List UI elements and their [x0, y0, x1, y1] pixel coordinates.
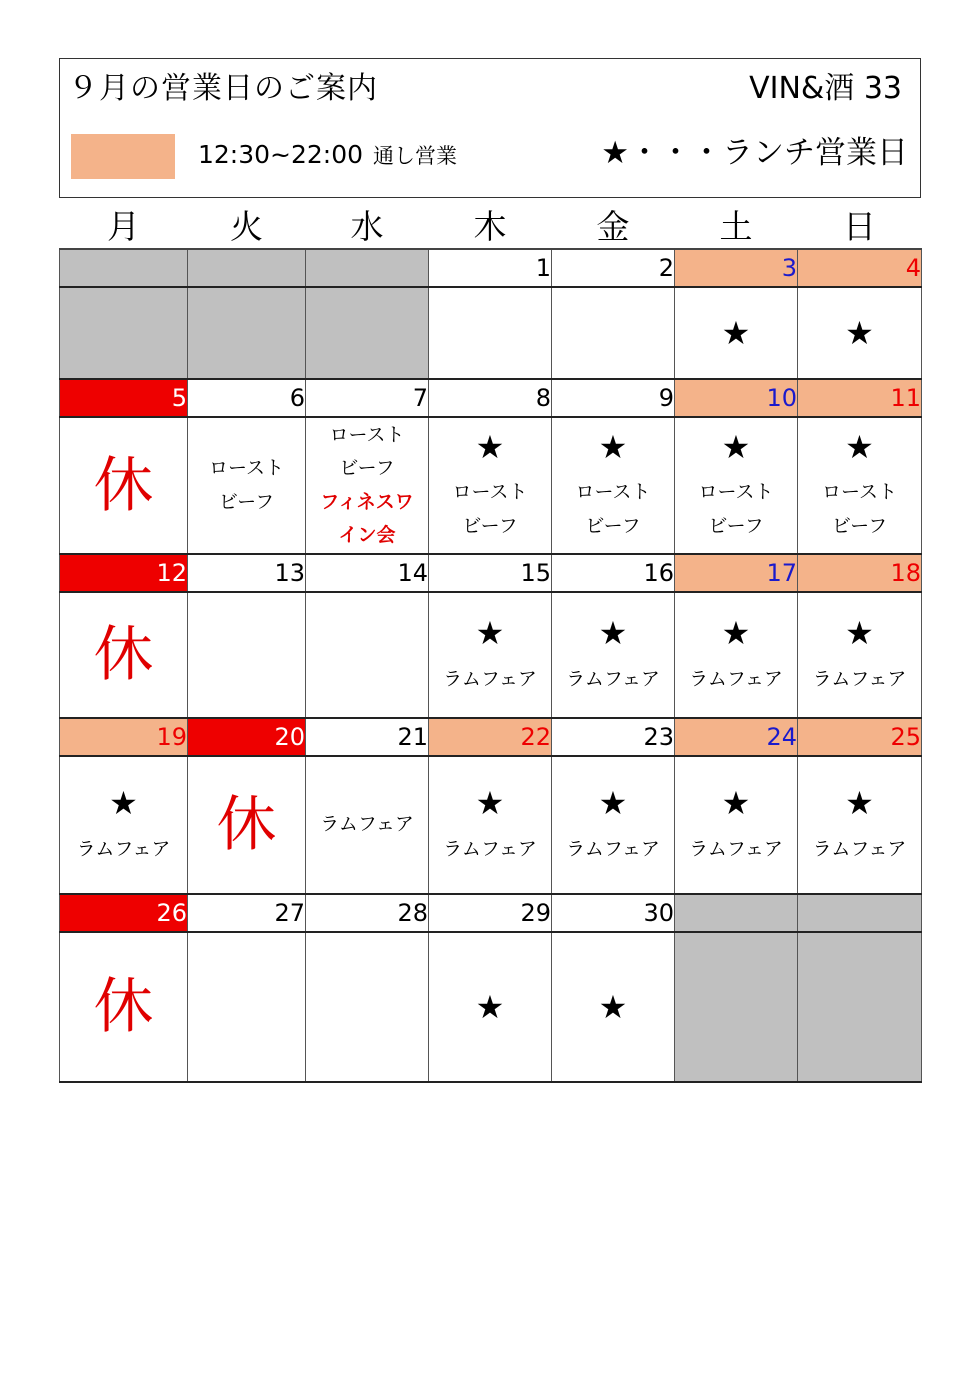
date-number: 28 — [306, 894, 429, 932]
date-number: 13 — [188, 554, 306, 592]
menu-label: ラムフェア — [566, 667, 660, 690]
spacer — [798, 466, 921, 476]
menu-label: ラムフェア — [812, 837, 907, 860]
lunch-star-icon: ★ — [475, 784, 505, 823]
day-cell — [60, 417, 188, 554]
lunch-star-icon: ★ — [721, 784, 751, 823]
event-label: フィネスワ — [320, 490, 414, 513]
lunch-star-icon: ★ — [598, 428, 628, 467]
date-row — [60, 379, 922, 417]
menu-label: ビーフ — [218, 490, 275, 513]
hours-text: 12:30~22:00 — [198, 140, 364, 169]
lunch-star-icon: ★ — [598, 784, 628, 823]
date-number: 30 — [552, 894, 675, 932]
closed-mark: 休 — [93, 450, 154, 521]
day-content-row — [60, 756, 922, 894]
weekday-sun: 日 — [798, 200, 922, 249]
day-cell — [798, 592, 922, 718]
spacer — [798, 823, 921, 833]
menu-label: ラムフェア — [76, 837, 171, 860]
hours-note: 通し営業 — [373, 144, 458, 168]
day-content-row — [60, 932, 922, 1082]
calendar-grid — [59, 200, 922, 1083]
menu-label: ロースト — [821, 481, 898, 504]
weekday-tue: 火 — [188, 200, 306, 249]
lunch-star-icon: ★ — [845, 313, 874, 352]
day-cell — [306, 417, 429, 554]
menu-label: ロースト — [208, 457, 285, 480]
date-row — [60, 894, 922, 932]
date-number: 2 — [552, 249, 675, 287]
day-cell — [429, 932, 552, 1082]
day-cell — [552, 756, 675, 894]
open-all-day-swatch — [71, 134, 175, 179]
spacer — [429, 653, 551, 663]
weekday-sat: 土 — [675, 200, 798, 249]
day-cell — [306, 287, 429, 379]
weekday-header-row — [60, 200, 922, 249]
day-cell — [60, 932, 188, 1082]
day-cell — [429, 287, 552, 379]
menu-label: ロースト — [329, 424, 405, 446]
calendar-body — [60, 249, 922, 1082]
menu-label: ロースト — [575, 481, 651, 504]
menu-label: ラムフェア — [812, 667, 907, 690]
day-cell — [60, 592, 188, 718]
lunch-star-icon: ★ — [598, 987, 628, 1026]
date-number: 15 — [429, 554, 552, 592]
lunch-star-icon: ★ — [845, 428, 874, 467]
date-number: 21 — [306, 718, 429, 756]
date-number: 3 — [675, 249, 798, 287]
menu-label: ビーフ — [339, 457, 395, 480]
day-cell — [552, 592, 675, 718]
spacer — [552, 653, 674, 663]
weekday-wed: 水 — [306, 200, 429, 249]
day-cell — [552, 287, 675, 379]
lunch-star-icon: ★ — [845, 614, 874, 653]
spacer — [675, 823, 797, 833]
menu-label: ビーフ — [585, 514, 641, 537]
hours-legend — [198, 140, 457, 170]
day-cell — [798, 756, 922, 894]
day-cell — [798, 287, 922, 379]
date-number — [60, 249, 188, 287]
closed-mark: 休 — [93, 972, 154, 1042]
spacer — [798, 653, 921, 663]
lunch-star-icon: ★ — [721, 614, 751, 653]
day-cell — [798, 932, 922, 1082]
spacer — [60, 823, 187, 833]
day-cell — [675, 287, 798, 379]
spacer — [552, 466, 674, 476]
date-number: 9 — [552, 379, 675, 417]
day-content-row — [60, 592, 922, 718]
day-cell — [188, 932, 306, 1082]
date-number: 5 — [60, 379, 188, 417]
day-cell — [188, 287, 306, 379]
date-number: 22 — [429, 718, 552, 756]
date-number — [675, 894, 798, 932]
header-box — [59, 58, 921, 198]
menu-label: ロースト — [452, 481, 528, 504]
date-number — [798, 894, 922, 932]
date-number: 26 — [60, 894, 188, 932]
menu-label: ラムフェア — [566, 837, 660, 860]
day-cell — [429, 417, 552, 554]
day-cell — [675, 417, 798, 554]
menu-label: ビーフ — [462, 514, 518, 537]
day-cell — [552, 932, 675, 1082]
date-row — [60, 718, 922, 756]
lunch-star-icon: ★ — [109, 784, 138, 823]
menu-label: ラムフェア — [443, 837, 537, 860]
date-number: 19 — [60, 718, 188, 756]
lunch-star-icon: ★ — [721, 428, 751, 467]
date-number: 14 — [306, 554, 429, 592]
date-number: 8 — [429, 379, 552, 417]
day-cell — [429, 592, 552, 718]
lunch-star-icon: ★ — [598, 614, 628, 653]
spacer — [675, 466, 797, 476]
day-cell — [306, 756, 429, 894]
menu-label: ラムフェア — [443, 667, 537, 690]
day-cell — [675, 592, 798, 718]
menu-label: ラムフェア — [320, 813, 414, 836]
lunch-star-icon: ★ — [721, 313, 751, 352]
date-number: 25 — [798, 718, 922, 756]
day-cell — [429, 756, 552, 894]
lunch-star-icon: ★ — [475, 428, 505, 467]
menu-label: ラムフェア — [689, 837, 783, 860]
day-cell — [60, 287, 188, 379]
date-number — [188, 249, 306, 287]
lunch-star-icon: ★ — [845, 784, 874, 823]
day-cell — [188, 592, 306, 718]
closed-mark: 休 — [216, 790, 277, 860]
day-cell — [675, 932, 798, 1082]
event-label: イン会 — [338, 523, 396, 546]
day-content-row — [60, 287, 922, 379]
date-number: 1 — [429, 249, 552, 287]
date-number: 23 — [552, 718, 675, 756]
day-cell — [306, 592, 429, 718]
menu-label: ビーフ — [708, 514, 764, 537]
spacer — [675, 653, 797, 663]
date-row — [60, 249, 922, 287]
date-number: 20 — [188, 718, 306, 756]
day-cell — [306, 932, 429, 1082]
lunch-star-icon: ★ — [475, 987, 505, 1026]
day-cell — [798, 417, 922, 554]
day-content-row — [60, 417, 922, 554]
date-number: 10 — [675, 379, 798, 417]
date-number: 6 — [188, 379, 306, 417]
day-cell — [675, 756, 798, 894]
date-number: 24 — [675, 718, 798, 756]
date-number: 27 — [188, 894, 306, 932]
date-number: 11 — [798, 379, 922, 417]
date-number: 4 — [798, 249, 922, 287]
date-number: 18 — [798, 554, 922, 592]
lunch-legend: ★・・・ランチ営業日 — [601, 135, 908, 171]
weekday-fri: 金 — [552, 200, 675, 249]
date-number: 29 — [429, 894, 552, 932]
spacer — [552, 823, 674, 833]
menu-label: ラムフェア — [689, 667, 783, 690]
date-number: 12 — [60, 554, 188, 592]
page-title: ９月の営業日のご案内 — [68, 71, 378, 106]
day-cell — [188, 417, 306, 554]
date-row — [60, 554, 922, 592]
closed-mark: 休 — [93, 620, 154, 690]
spacer — [429, 823, 551, 833]
lunch-star-icon: ★ — [475, 614, 505, 653]
menu-label: ビーフ — [831, 514, 888, 537]
day-cell — [188, 756, 306, 894]
date-number: 17 — [675, 554, 798, 592]
weekday-mon: 月 — [60, 200, 188, 249]
date-number — [306, 249, 429, 287]
date-number: 16 — [552, 554, 675, 592]
day-cell — [60, 756, 188, 894]
weekday-thu: 木 — [429, 200, 552, 249]
menu-label: ロースト — [698, 481, 774, 504]
spacer — [429, 466, 551, 476]
day-cell — [552, 417, 675, 554]
shop-name: VIN&酒 33 — [749, 71, 902, 106]
date-number: 7 — [306, 379, 429, 417]
